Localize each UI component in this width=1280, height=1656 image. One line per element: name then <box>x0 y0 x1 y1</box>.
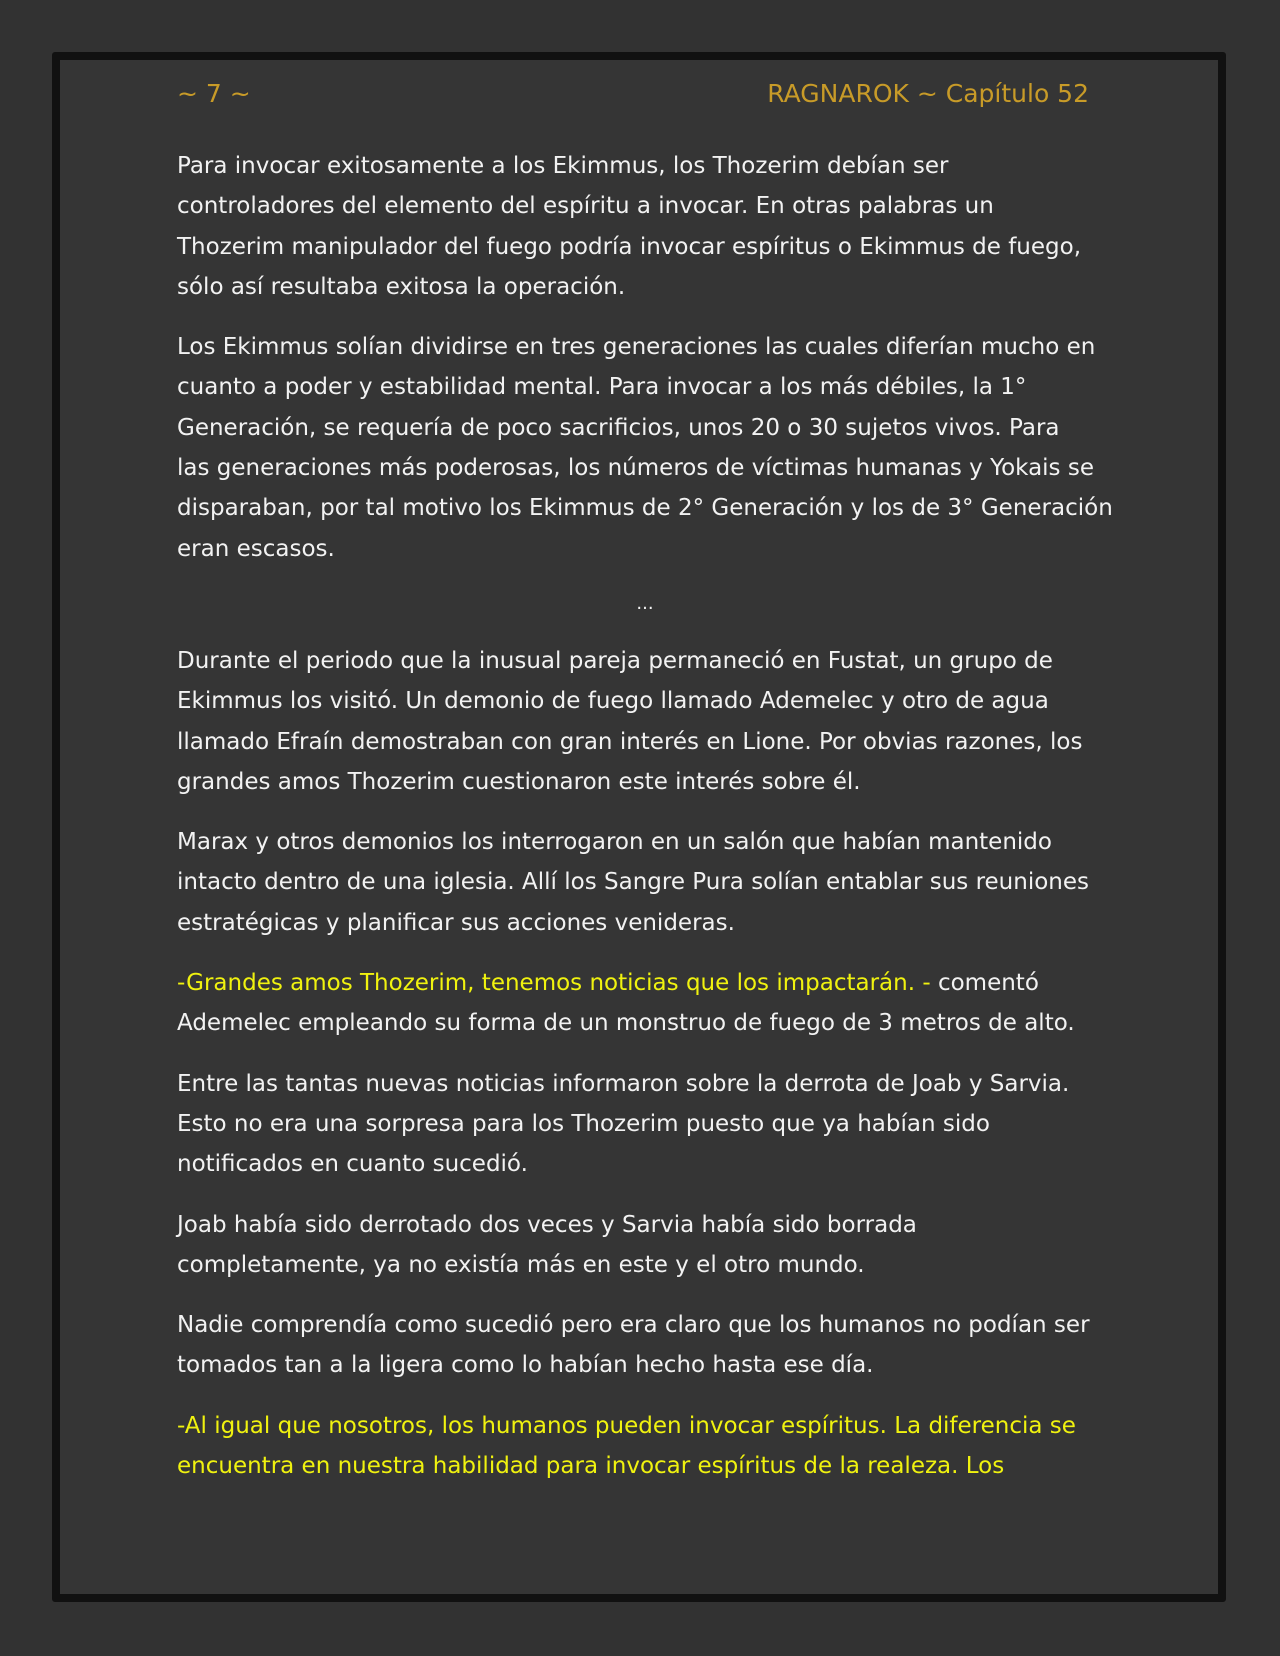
dialogue-text: -Grandes amos Thozerim, tenemos noticias que los impactarán. - <box>177 970 931 997</box>
paragraph: Los Ekimmus solían dividirse en tres generaciones las cuales diferían mucho en cuanto a poder y estabilidad mental. Para invocar a los más débiles, la 1° Generación, se requería de poco sacrificios, unos 20 o 30 sujetos vivos. Para las generaciones más poderosas, los números de víctimas humanas y Yokais se disparaban, por tal motivo los Ekimmus de 2° Generación y los de 3° Generación eran escasos. <box>177 334 1113 562</box>
paragraph: Durante el periodo que la inusual pareja permaneció en Fustat, un grupo de Ekimmus los visitó. Un demonio de fuego llamado Ademelec y otro de agua llamado Efraín demostraban con gran interés en Lione. Por obvias razones, los grandes amos Thozerim cuestionaron este interés sobre él. <box>177 647 1083 795</box>
dialogue-paragraph <box>177 963 1113 1044</box>
dialogue-paragraph: -Al igual que nosotros, los humanos pueden invocar espíritus. La diferencia se encuentra en nuestra habilidad para invocar espíritus de la realeza. Los <box>177 1412 1076 1480</box>
page-number: ~ 7 ~ <box>177 79 251 108</box>
paragraph: Joab había sido derrotado dos veces y Sarvia había sido borrada completamente, ya no existía más en este y el otro mundo. <box>177 1211 917 1278</box>
document-body <box>177 146 1113 1506</box>
scene-separator: ... <box>636 592 654 614</box>
running-title: RAGNAROK ~ Capítulo 52 <box>767 79 1089 108</box>
paragraph: Marax y otros demonios los interrogaron en un salón que habían mantenido intacto dentro de una iglesia. Allí los Sangre Pura solían entablar sus reuniones estratégicas y planificar sus acciones venideras. <box>177 829 1089 936</box>
paragraph: Entre las tantas nuevas noticias informaron sobre la derrota de Joab y Sarvia. Esto no era una sorpresa para los Thozerim puesto que ya habían sido notificados en cuanto sucedió. <box>177 1070 1070 1178</box>
paragraph: Nadie comprendía como sucedió pero era claro que los humanos no podían ser tomados tan a la ligera como lo habían hecho hasta ese día. <box>177 1312 1090 1379</box>
paragraph: Para invocar exitosamente a los Ekimmus, los Thozerim debían ser controladores del elemento del espíritu a invocar. En otras palabras un Thozerim manipulador del fuego podría invocar espíritus o Ekimmus de fuego, sólo así resultaba exitosa la operación. <box>177 153 1082 300</box>
narration-text: comentó Ademelec empleando su forma de un monstruo de fuego de 3 metros de alto. <box>177 970 1075 1037</box>
page-header <box>177 74 1089 114</box>
